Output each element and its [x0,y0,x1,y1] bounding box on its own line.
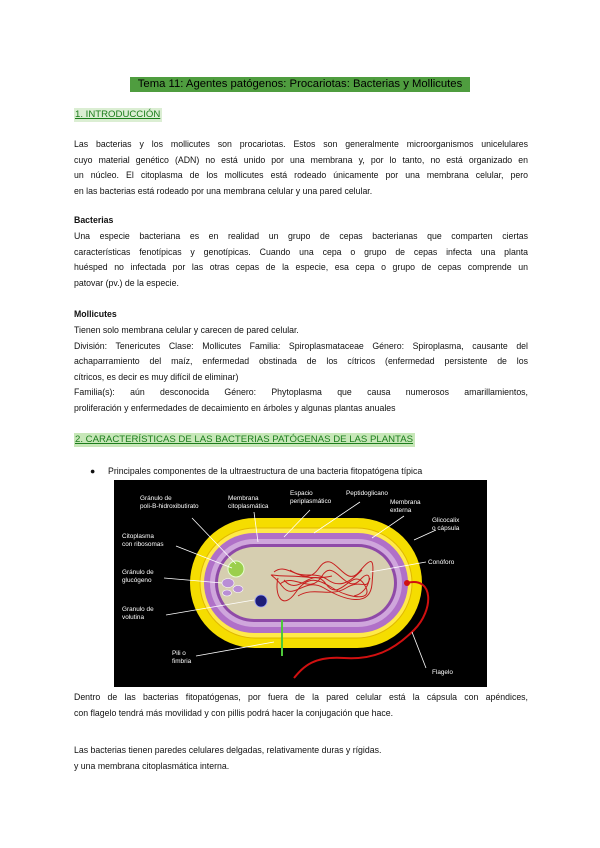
text-line: Las bacterias y los mollicutes son procariotas. Estos son generalmente microorganismos unicelulares [74,139,528,149]
text-line: Las bacterias tienen paredes celulares delgadas, relativamente duras y rígidas. [74,745,382,755]
label-granulo-glucogeno: Gránulo de glucógeno [122,569,154,584]
after-figure-paragraph [74,690,528,721]
label-granulo-volutina: Granulo de volutina [122,606,154,621]
text-line: patovar (pv.) de la especie. [74,277,179,288]
label-citoplasma: Citoplasma con ribosomas [122,533,164,548]
text-line: y una membrana citoplasmática interna. [74,760,230,771]
volutin-granule [255,595,267,607]
section-heading-caracteristicas: 2. CARACTERÍSTICAS DE LAS BACTERIAS PATÓGENAS DE LAS PLANTAS [75,434,414,445]
text-line: con flagelo tendrá más movilidad y con pillis podrá hacer la conjugación que hace. [74,707,394,718]
text-line: características fenotípicas y genotípicas. Cuando una cepa o grupo de cepas infecta una planta [74,246,528,257]
text-line: cítricos, es decir es muy difícil de eliminar) [74,371,239,382]
text-line: cuyo material genético (ADN) no está unido por una membrana y, por lo tanto, no está organizado en [74,154,528,165]
bacteria-diagram-svg [114,480,487,687]
text-line: Dentro de las bacterias fitopatógenas, por fuera de la pared celular está la cápsula con apéndices, [74,692,528,702]
glycogen-granule [223,590,232,596]
document-title: Tema 11: Agentes patógenos: Procariotas: Bacterias y Mollicutes [130,77,470,92]
glycogen-granule [222,579,234,588]
label-espacio-periplasmatico: Espacio periplasmático [290,490,332,505]
label-pili: Pili o fimbria [172,650,192,665]
label-glicocalix: Glicocalix o cápsula [432,517,460,532]
subheading-mollicutes: Mollicutes [74,309,117,319]
bacterias-paragraph [74,229,528,291]
text-line: Familia(s): aún desconocida Género: Phytoplasma que causa numerosos amarillamientos, [74,387,528,397]
label-granulo-phb: Gránulo de poli-B-hidroxibutirato [140,495,199,510]
text-line: Tienen solo membrana celular y carecen de pared celular. [74,325,299,335]
subheading-bacterias: Bacterias [74,215,114,225]
glycogen-granule [233,586,243,593]
intro-paragraph [74,137,528,199]
label-peptidoglicano: Peptidoglicano [346,490,388,497]
label-conoforo: Conóforo [428,559,455,566]
bullet-item [90,464,422,478]
label-flagelo: Flagelo [432,669,453,676]
text-line: un núcleo. El citoplasma de los mollicutes está rodeado únicamente por una membrana celular, pero [74,170,528,180]
text-line: achaparramiento del maíz, enfermedad obstinada de los cítricos (enfermedad persistente de los [74,356,528,366]
label-membrana-externa: Membrana externa [390,499,421,514]
text-line: huésped no infectada por las otras cepas de la especie, esa cepa o grupo de cepas comprende un [74,262,528,272]
walls-paragraph [74,743,528,774]
text-line: en las bacterias está rodeado por una membrana celular y una pared celular. [74,185,373,196]
phb-granule [228,561,244,577]
bullet-text: Principales componentes de la ultraestructura de una bacteria fitopatógena típica [108,466,423,476]
bullet-dot-icon: ● [90,466,96,476]
text-line: División: Tenericutes Clase: Mollicutes Familia: Spiroplasmataceae Género: Spiroplasma, causante del [74,340,528,351]
text-line: proliferación y enfermedades de decaimiento en árboles y algunas plantas anuales [74,402,396,413]
text-line: Una especie bacteriana es en realidad un grupo de cepas bacterianas que comparten ciertas [74,231,528,241]
bacteria-diagram [114,480,487,687]
mollicutes-paragraph [74,323,528,416]
section-heading-introduccion: 1. INTRODUCCIÓN [75,109,161,120]
label-membrana-citoplasmatica: Membrana citoplasmática [228,495,269,510]
